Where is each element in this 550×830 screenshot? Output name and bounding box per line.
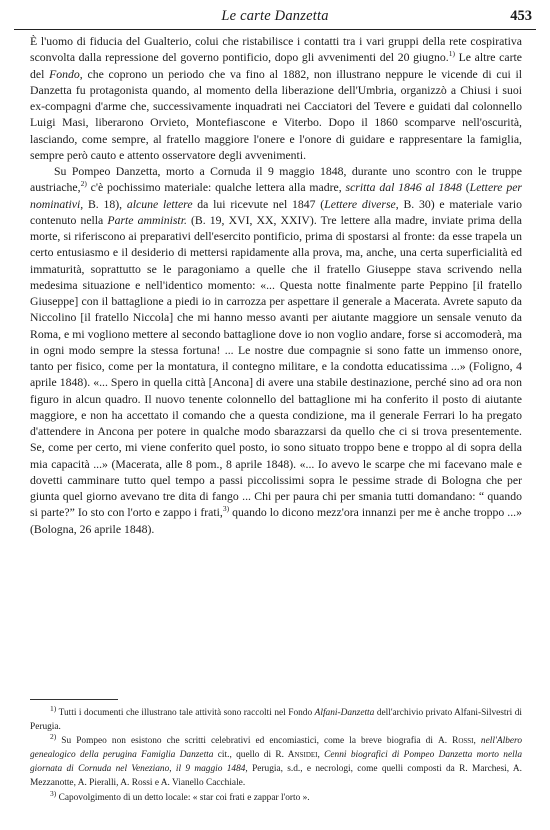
footnote-2-text-3: cit., quello di [213,750,276,761]
footnote-2-text-4: , [317,750,325,761]
footnote-2-author-2: R. Ansidei [275,750,318,761]
paragraph-2-text-a: Su Pompeo Danzetta, morto a Cornuda il 9 maggio 1848, durante uno scontro con le truppe austriache, [30,165,522,195]
footnote-3-text: Capovolgimento di un detto locale: « star coi frati e zappar l'orto ». [56,792,310,803]
paragraph-2-text-c: ( [461,181,470,195]
footnote-ref-2: 2) [80,179,87,189]
footnote-3-mark: 3) [50,788,57,798]
paragraph-2 [30,164,522,538]
page-number: 453 [510,8,532,24]
footnote-ref-1: 1) [448,49,455,59]
footnote-2-italic-1: nell'Albero genealogico della perugina Famiglia Danzetta [30,736,522,761]
paragraph-2-text-h: quando lo dicono mezz'ora innanzi per me è anche troppo ...» (Bologna, 26 aprile 1848). [30,506,522,536]
paragraph-2-text-f: , B. 30) e materiale vario contenuto nella [30,197,523,227]
body-text [30,34,522,538]
footnote-2-italic-2: Cenni biografici di Pompeo Danzetta morto nella giornata di Cornuda nel Veneziano, il 9 maggio 1484 [30,750,522,775]
footnote-2-author-1: A. Rossi [437,736,474,747]
footnote-1-text-2: dell'archivio privato Alfani-Silvestri di Perugia. [30,708,523,733]
paragraph-1 [30,34,522,164]
paragraph-2-italic-5: Parte amministr. [107,213,187,227]
footnotes [30,703,523,805]
footnote-2 [30,734,522,790]
paragraph-2-italic-4: Lettere diverse [324,197,396,211]
fondo-italic: Fondo [49,67,80,81]
footnote-2-text: Su Pompeo non esistono che scritti celebrativi ed encomiastici, come la breve biografia di [56,736,438,747]
footnote-1-mark: 1) [50,703,57,713]
footnote-2-text-2: , [473,736,481,747]
paragraph-2-text-b: c'è pochissimo materiale: qualche lettera alla madre, [86,181,346,195]
paragraph-2-italic-2: Lettere per nominativi [30,181,522,211]
running-title: Le carte Danzetta [221,8,329,24]
paragraph-1-text: È l'uomo di fiducia del Gualterio, colui che ristabilisce i contatti tra i vari gruppi della rete cospirativa sconvolta dalla repressione del governo pontificio, dopo gli avvenimenti del 20 giugno.$^{1)}$ Le altre carte del Fondo, che coprono un periodo che va fino al 1882, non illustrano neppure le vicende di cui il Danzetta fu protagonista quando, al momento della liberazione dell'Umbria, organizzò a Chiusi i suoi ex-compagni d'arme che, successivamente inquadrati nei Cacciatori del Tevere e guidati dal colonnello Luigi Masi, liberarono Orvieto, Montefiascone e Viterbo. Dopo il 1860 scomparve nell'oscurità, lasciando, come sempre, al fratello maggiore l'onere e l'onore di guidare e rappresentare la famiglia, sempre però cauto e attento osservatore degli avvenimenti. [30,35,522,162]
footnote-rule [30,699,118,700]
paragraph-2-italic-1: scritta dal 1846 al 1848 [345,181,462,195]
footnote-3 [30,788,522,805]
paragraph-2-text-d: , B. 18), [80,197,127,211]
footnote-2-text-5: , Perugia, s.d., e necrologi, come quelli composti da R. Marchesi, A. Mezzanotte, A. Pieralli, A. Rossi e A. Vianello Cacchiale. [30,764,522,789]
footnote-1-italic: Alfani-Danzetta [314,708,375,718]
paragraph-2-italic-3: alcune lettere [126,197,193,211]
footnote-1-text: Tutti i documenti che illustrano tale attività sono raccolti nel Fondo [56,708,315,718]
header-rule [14,29,536,30]
footnote-2-mark: 2) [50,732,57,742]
footnote-ref-3: 3) [222,504,230,514]
paragraph-2-text-e: da lui ricevute nel 1847 ( [192,197,325,211]
footnote-1 [30,703,523,734]
paragraph-2-text-g: (B. 19, XVI, XX, XXIV). Tre lettere alla madre, inviate prima della morte, si riferiscono ai preparativi dell'esercito pontificio, prima di spostarsi al fronte: da esse trapela un certo entusiasmo e il desiderio di mettersi rapidamente alla prova, ma, anche, una certa superficialità ed immaturità, soprattutto se le paragoniamo a quelle che il fratello Giuseppe stava scrivendo nella medesima situazione e nell'identico momento: «... Questa notte finalmente parte Peppino [il fratello Giuseppe] con il battaglione a piedi io in carrozza per aspettare il generale a Macerata. Avrete saputo da Niccolino [il fratello Niccola] che mi hanno messo avanti per aiutante maggiore un sensale venuto da Roma, e mi vogliono mettere al secondo battaglione dove io non voglio andare, forse si accomoderà, ma in ogni modo sempre la stessa fortuna! ... Le nostre due compagnie si sono fatte un immenso onore, tanto per fisico, come per la montatura, il contegno militare, e la condotta educatissima ...» (Foligno, 4 aprile 1848). «... Spero in quella città [Ancona] di avere una stabile destinazione, perché sino ad ora non figuro in alcun quadro. Il nuovo tenente colonnello del battaglione mi ha conferito il posto di aiutante maggiore, e non ha accettato il comando che a questa condizione, ma il generale Ferrari lo ha pregato d'attendere in Ancona per potere in qualche modo sbarazzarsi da quello che ci si trova presentemente. Se, come per certo, mi viene conferito quel posto, io sono situato troppo bene e troppo al di sopra della mia capacità ...» (Macerata, alle 8 pom., 8 aprile 1848). «... Io avevo le scarpe che mi facevano male e dovetti camminare tutto quel tempo a passi piccolissimi sopra le pessime strade di Bologna che per giunta quel giorno avevano tre dita di fango ... Chi per paura chi per smania tutti domandano: “ quando si parte?” Io sto con l'orto e zappo i frati, [30,213,523,520]
